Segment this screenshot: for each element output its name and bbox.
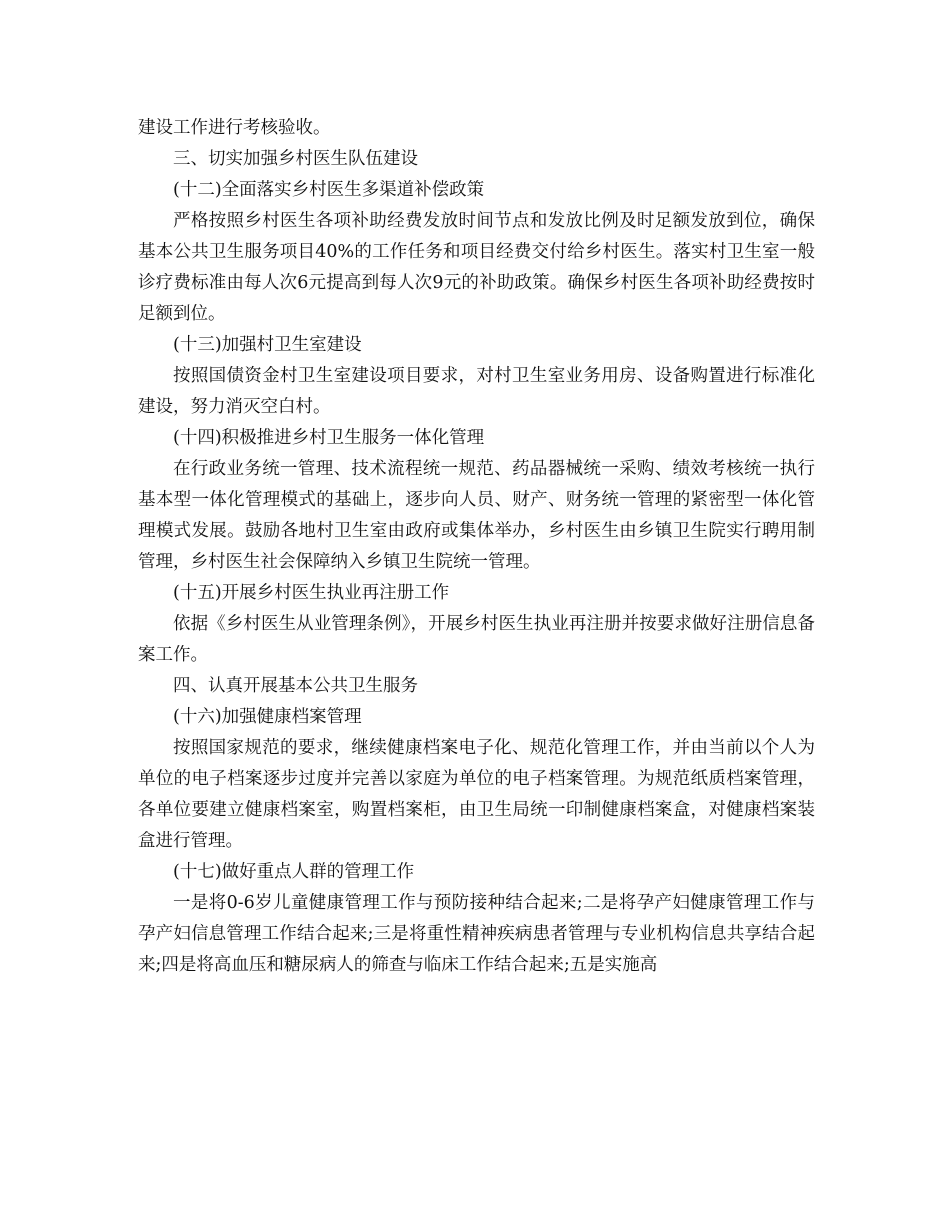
document-body — [138, 113, 815, 981]
subsection-heading-14: (十四)积极推进乡村卫生服务一体化管理 — [173, 428, 485, 448]
paragraph-17-body: 一是将0-6岁儿童健康管理工作与预防接种结合起来;二是将孕产妇健康管理工作与孕产妇信息管理工作结合起来;三是将重性精神疾病患者管理与专业机构信息共享结合起来;四是将高血压和糖尿病人的筛查与临床工作结合起来;五是实施高 — [138, 893, 815, 975]
subsection-heading-15: (十五)开展乡村医生执业再注册工作 — [173, 583, 450, 603]
paragraph-15-body: 依据《乡村医生从业管理条例》，开展乡村医生执业再注册并按要求做好注册信息备案工作。 — [138, 614, 815, 665]
section-heading-4: 四、认真开展基本公共卫生服务 — [173, 676, 418, 696]
paragraph-16-body: 按照国家规范的要求，继续健康档案电子化、规范化管理工作，并由当前以个人为单位的电子档案逐步过度并完善以家庭为单位的电子档案管理。为规范纸质档案管理，各单位要建立健康档案室，购置档案柜，由卫生局统一印制健康档案盒，对健康档案装盒进行管理。 — [138, 738, 815, 851]
section-heading-3: 三、切实加强乡村医生队伍建设 — [173, 149, 418, 169]
paragraph-13-body: 按照国债资金村卫生室建设项目要求，对村卫生室业务用房、设备购置进行标准化建设，努力消灭空白村。 — [138, 366, 815, 417]
subsection-heading-13: (十三)加强村卫生室建设 — [173, 335, 362, 355]
paragraph-14-body: 在行政业务统一管理、技术流程统一规范、药品器械统一采购、绩效考核统一执行基本型一体化管理模式的基础上，逐步向人员、财产、财务统一管理的紧密型一体化管理模式发展。鼓励各地村卫生室由政府或集体举办，乡村医生由乡镇卫生院实行聘用制管理，乡村医生社会保障纳入乡镇卫生院统一管理。 — [138, 459, 815, 572]
subsection-heading-16: (十六)加强健康档案管理 — [173, 707, 362, 727]
paragraph-12-body: 严格按照乡村医生各项补助经费发放时间节点和发放比例及时足额发放到位，确保基本公共卫生服务项目40%的工作任务和项目经费交付给乡村医生。落实村卫生室一般诊疗费标准由每人次6元提高到每人次9元的补助政策。确保乡村医生各项补助经费按时足额到位。 — [138, 211, 815, 324]
subsection-heading-17: (十七)做好重点人群的管理工作 — [173, 862, 415, 882]
paragraph-1: 建设工作进行考核验收。 — [138, 118, 331, 138]
subsection-heading-12: (十二)全面落实乡村医生多渠道补偿政策 — [173, 180, 485, 200]
